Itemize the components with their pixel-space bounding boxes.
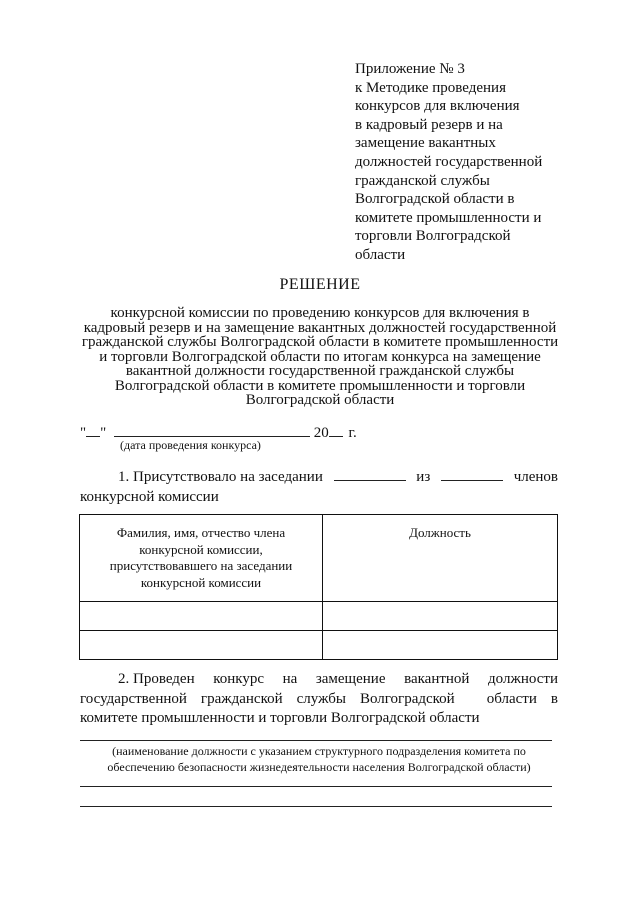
- section-2-word: конкурс: [213, 671, 264, 687]
- appendix-line: гражданской службы: [355, 172, 490, 189]
- subtitle-line: Волгоградской области в комитете промышленности и торговли: [114, 377, 526, 394]
- section-2-word: на: [282, 671, 298, 687]
- document-title: РЕШЕНИЕ: [279, 276, 361, 293]
- column-header-position: Должность: [323, 515, 558, 602]
- subtitle-line: гражданской службы Волгоградской области в комитете промышленности: [81, 334, 559, 350]
- quote-open: ": [80, 425, 87, 441]
- year-suffix: г.: [348, 425, 357, 441]
- table-row: [80, 602, 558, 631]
- attendance-text: 1. Присутствовало на заседании: [118, 469, 323, 485]
- year-blank[interactable]: [329, 422, 343, 437]
- member-position-cell[interactable]: [323, 631, 558, 660]
- note-line: (наименование должности с указанием структурного подразделения комитета по: [112, 744, 526, 758]
- appendix-line: Волгоградской области в: [355, 191, 515, 208]
- position-note: [80, 744, 558, 775]
- section-2-line-1: [80, 670, 558, 690]
- fill-line[interactable]: [80, 786, 552, 787]
- appendix-header: [355, 60, 615, 265]
- quote-close: ": [100, 425, 107, 441]
- section-2-line-2: [80, 690, 558, 710]
- appendix-line: Приложение № 3: [355, 61, 465, 77]
- appendix-line: комитете промышленности и: [355, 209, 542, 226]
- table-row: [80, 631, 558, 660]
- column-header-name: Фамилия, имя, отчество члена конкурсной комиссии, присутствовавшего на заседании конкурсной комиссии: [109, 525, 293, 590]
- member-name-cell[interactable]: [80, 631, 323, 660]
- section-1-line-2: конкурсной комиссии: [80, 489, 219, 505]
- commission-members-table: [79, 514, 558, 660]
- section-1-line-1: [80, 467, 558, 487]
- section-2-word: области: [486, 690, 537, 707]
- subtitle-line: и торговли Волгоградской области по итогам конкурса на замещение: [99, 348, 541, 365]
- subtitle-line: вакантной должности государственной гражданской службы: [125, 363, 515, 379]
- note-line: обеспечению безопасности жизнедеятельности населения Волгоградской области): [107, 759, 531, 774]
- section-1: [80, 467, 558, 507]
- section-2: [80, 670, 558, 729]
- section-2-word: гражданской: [200, 690, 283, 707]
- date-caption: (дата проведения конкурса): [120, 438, 261, 452]
- attendance-of-text: из: [416, 469, 431, 485]
- section-2-word: замещение: [315, 671, 386, 687]
- month-blank[interactable]: [114, 422, 310, 437]
- member-position-cell[interactable]: [323, 602, 558, 631]
- appendix-line: в кадровый резерв и на: [355, 116, 503, 133]
- members-text: членов: [513, 469, 558, 485]
- fill-line[interactable]: [80, 806, 552, 807]
- section-2-word: службы: [296, 690, 346, 707]
- total-members-blank[interactable]: [441, 467, 503, 481]
- year-prefix: 20: [313, 425, 329, 441]
- subtitle-line: кадровый резерв и на замещение вакантных должностей государственной: [83, 319, 557, 336]
- document-subtitle: [60, 306, 580, 408]
- appendix-line: конкурсов для включения: [355, 98, 520, 115]
- subtitle-line: Волгоградской области: [245, 392, 395, 408]
- appendix-line: области: [355, 246, 406, 263]
- section-2-word: 2. Проведен: [118, 671, 195, 687]
- section-2-word: в: [550, 690, 558, 707]
- section-2-word: Волгоградской: [359, 690, 455, 707]
- appendix-line: торговли Волгоградской: [355, 228, 511, 245]
- member-name-cell[interactable]: [80, 602, 323, 631]
- appendix-line: замещение вакантных: [355, 135, 496, 152]
- section-2-word: должности: [488, 671, 558, 687]
- attended-count-blank[interactable]: [334, 467, 406, 481]
- appendix-line: к Методике проведения: [355, 79, 506, 96]
- subtitle-line: конкурсной комиссии по проведению конкурсов для включения в: [110, 305, 530, 321]
- appendix-line: должностей государственной: [355, 153, 543, 170]
- section-2-line-3: комитете промышленности и торговли Волгоградской области: [80, 710, 480, 726]
- table-header-row: [80, 515, 558, 602]
- section-2-word: вакантной: [404, 671, 470, 687]
- day-blank[interactable]: [86, 422, 100, 437]
- section-2-word: государственной: [80, 690, 187, 707]
- position-name-line[interactable]: [80, 740, 552, 741]
